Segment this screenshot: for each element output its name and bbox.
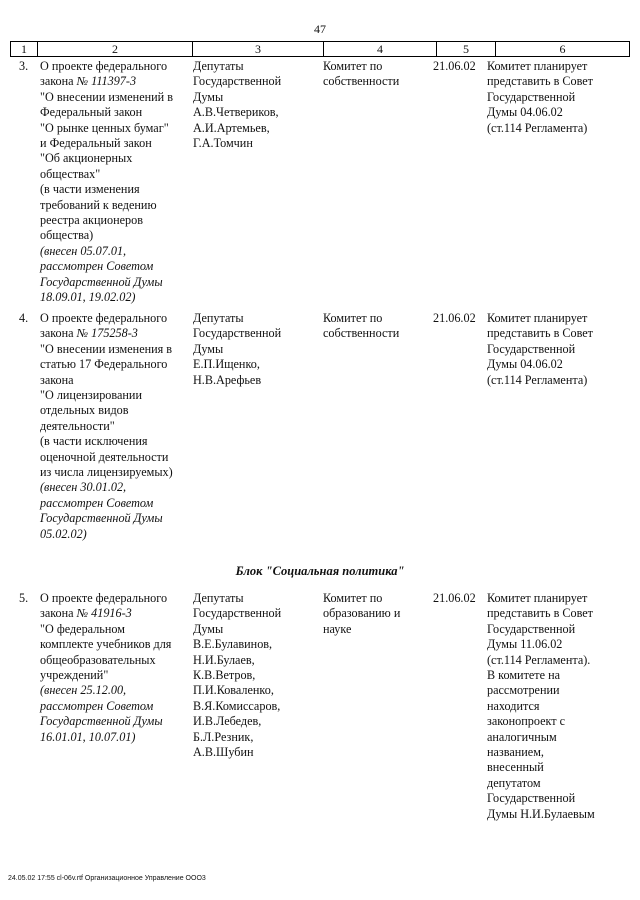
bill-status-line: Государственной Думы xyxy=(40,714,163,729)
note-line: представить в Совет xyxy=(487,74,594,89)
bill-title-line: "О рынке ценных бумаг" xyxy=(40,120,169,135)
bill-title-word: закона xyxy=(40,606,74,621)
bill-title-line: О проекте федерального xyxy=(40,311,168,325)
page-footer: 24.05.02 17:55 cl-06v.rtf Организационное Управление ООО3 xyxy=(8,875,206,882)
bill-title-line: из числа лицензируемых) xyxy=(40,465,173,480)
committee-line: Комитет по xyxy=(323,59,383,73)
note-line: Думы 11.06.02 xyxy=(487,637,563,652)
header-col-1: 1 xyxy=(11,42,38,56)
bill-status-line: 05.02.02) xyxy=(40,526,87,541)
consideration-date: 21.06.02 xyxy=(433,59,476,73)
note-line: законопроект с xyxy=(487,714,566,729)
author-line: Б.Л.Резник, xyxy=(193,729,254,744)
bill-status-line: 18.09.01, 19.02.02) xyxy=(40,290,136,305)
bill-status-line: рассмотрен Советом xyxy=(40,698,154,713)
committee-note xyxy=(487,59,619,136)
bill-title-line: "О внесении изменения в xyxy=(40,341,173,356)
bill-title-line: общества) xyxy=(40,228,94,243)
table-header xyxy=(10,41,630,57)
bill-description xyxy=(40,59,194,306)
author-line: А.В.Четвериков, xyxy=(193,105,279,120)
note-line: находится xyxy=(487,698,540,713)
responsible-committee xyxy=(323,591,428,637)
committee-line: образованию и xyxy=(323,606,401,621)
note-line: Думы 04.06.02 xyxy=(487,105,563,120)
consideration-date: 21.06.02 xyxy=(433,311,476,325)
note-line: аналогичным xyxy=(487,729,557,744)
note-line: Комитет планирует xyxy=(487,591,588,605)
bill-title-line: обществах" xyxy=(40,166,101,181)
header-col-2: 2 xyxy=(38,42,193,56)
bill-title-line: (в части исключения xyxy=(40,434,148,449)
bill-title-line: отдельных видов xyxy=(40,403,129,418)
note-line: Государственной xyxy=(487,791,576,806)
author-line: Государственной xyxy=(193,606,282,621)
page-number: 47 xyxy=(314,22,326,36)
bill-title-line: оценочной деятельности xyxy=(40,449,169,464)
row-number: 4. xyxy=(19,311,29,325)
note-line: Думы Н.И.Булаевым xyxy=(487,806,595,821)
note-line: (ст.114 Регламента) xyxy=(487,372,588,387)
bill-title-line: статью 17 Федерального xyxy=(40,357,168,372)
bill-law-line xyxy=(40,606,194,621)
bill-status-line: рассмотрен Советом xyxy=(40,495,154,510)
bill-description xyxy=(40,311,194,542)
row-number: 3. xyxy=(19,59,29,73)
bill-status-line: Государственной Думы xyxy=(40,274,163,289)
author-line: Думы xyxy=(193,621,224,636)
author-line: Депутаты xyxy=(193,591,244,605)
bill-title-line: закона xyxy=(40,372,74,387)
bill-status-line: 16.01.01, 10.07.01) xyxy=(40,729,136,744)
committee-note xyxy=(487,311,619,388)
committee-line: Комитет по xyxy=(323,311,383,325)
bill-status-line: (внесен 30.01.02, xyxy=(40,480,127,495)
author-line: Н.В.Арефьев xyxy=(193,372,262,387)
author-line: Е.П.Ищенко, xyxy=(193,357,260,372)
note-line: названием, xyxy=(487,745,544,760)
note-line: рассмотрении xyxy=(487,683,560,698)
note-line: Комитет планирует xyxy=(487,59,588,73)
author-line: Думы xyxy=(193,341,224,356)
bill-title-line: "О федеральном xyxy=(40,621,125,636)
author-line: Думы xyxy=(193,89,224,104)
bill-title-line: учреждений" xyxy=(40,668,109,683)
committee-line: науке xyxy=(323,621,352,636)
note-line: (ст.114 Регламента) xyxy=(487,120,588,135)
author-line: Депутаты xyxy=(193,59,244,73)
note-line: Государственной xyxy=(487,621,576,636)
author-line: А.В.Шубин xyxy=(193,745,254,760)
bill-title-line: Федеральный закон xyxy=(40,105,143,120)
bill-title-line: реестра акционеров xyxy=(40,213,143,228)
note-line: В комитете на xyxy=(487,668,561,683)
bill-status-line: (внесен 25.12.00, xyxy=(40,683,127,698)
bill-title-line: (в части изменения xyxy=(40,182,140,197)
bill-law-number: № 111397-3 xyxy=(76,74,137,89)
bill-title-line: деятельности" xyxy=(40,418,115,433)
author-line: А.И.Артемьев, xyxy=(193,120,270,135)
block-title: Блок "Социальная политика" xyxy=(235,564,405,578)
bill-title-word: закона xyxy=(40,326,74,341)
note-line: (ст.114 Регламента). xyxy=(487,652,591,667)
note-line: представить в Совет xyxy=(487,606,594,621)
committee-note xyxy=(487,591,619,822)
author-line: Государственной xyxy=(193,74,282,89)
note-line: внесенный xyxy=(487,760,544,775)
bill-title-line: "О лицензировании xyxy=(40,388,142,403)
header-col-5: 5 xyxy=(437,42,496,56)
bill-authors xyxy=(193,59,319,151)
author-line: И.В.Лебедев, xyxy=(193,714,262,729)
row-number: 5. xyxy=(19,591,29,605)
bill-title-line: общеобразовательных xyxy=(40,652,156,667)
note-line: Думы 04.06.02 xyxy=(487,357,563,372)
bill-description xyxy=(40,591,194,745)
note-line: Государственной xyxy=(487,89,576,104)
header-col-4: 4 xyxy=(324,42,437,56)
bill-title-line: и Федеральный закон xyxy=(40,136,152,151)
header-col-6: 6 xyxy=(559,42,566,56)
note-line: представить в Совет xyxy=(487,326,594,341)
author-line: Государственной xyxy=(193,326,282,341)
bill-authors xyxy=(193,591,319,760)
bill-law-number: № 41916-3 xyxy=(76,606,132,621)
committee-line: Комитет по xyxy=(323,591,383,605)
bill-law-number: № 175258-3 xyxy=(76,326,138,341)
author-line: Депутаты xyxy=(193,311,244,325)
bill-title-line: О проекте федерального xyxy=(40,59,168,73)
bill-title-line: комплекте учебников для xyxy=(40,637,172,652)
committee-line: собственности xyxy=(323,326,400,341)
author-line: Н.И.Булаев, xyxy=(193,652,255,667)
bill-law-line xyxy=(40,74,194,89)
bill-title-line: "О внесении изменений в xyxy=(40,89,173,104)
bill-status-line: рассмотрен Советом xyxy=(40,259,154,274)
bill-title-word: закона xyxy=(40,74,74,89)
author-line: В.Е.Булавинов, xyxy=(193,637,273,652)
bill-law-line xyxy=(40,326,194,341)
committee-line: собственности xyxy=(323,74,400,89)
author-line: К.В.Ветров, xyxy=(193,668,256,683)
consideration-date: 21.06.02 xyxy=(433,591,476,605)
note-line: Государственной xyxy=(487,341,576,356)
bill-authors xyxy=(193,311,319,388)
author-line: П.И.Коваленко, xyxy=(193,683,274,698)
bill-status-line: Государственной Думы xyxy=(40,511,163,526)
note-line: Комитет планирует xyxy=(487,311,588,325)
note-line: депутатом xyxy=(487,775,541,790)
bill-title-line: О проекте федерального xyxy=(40,591,168,605)
responsible-committee xyxy=(323,311,428,342)
header-col-3: 3 xyxy=(193,42,324,56)
bill-status-line: (внесен 05.07.01, xyxy=(40,243,127,258)
author-line: Г.А.Томчин xyxy=(193,136,253,151)
author-line: В.Я.Комиссаров, xyxy=(193,698,281,713)
responsible-committee xyxy=(323,59,428,90)
bill-title-line: требований к ведению xyxy=(40,197,157,212)
bill-title-line: "Об акционерных xyxy=(40,151,133,166)
